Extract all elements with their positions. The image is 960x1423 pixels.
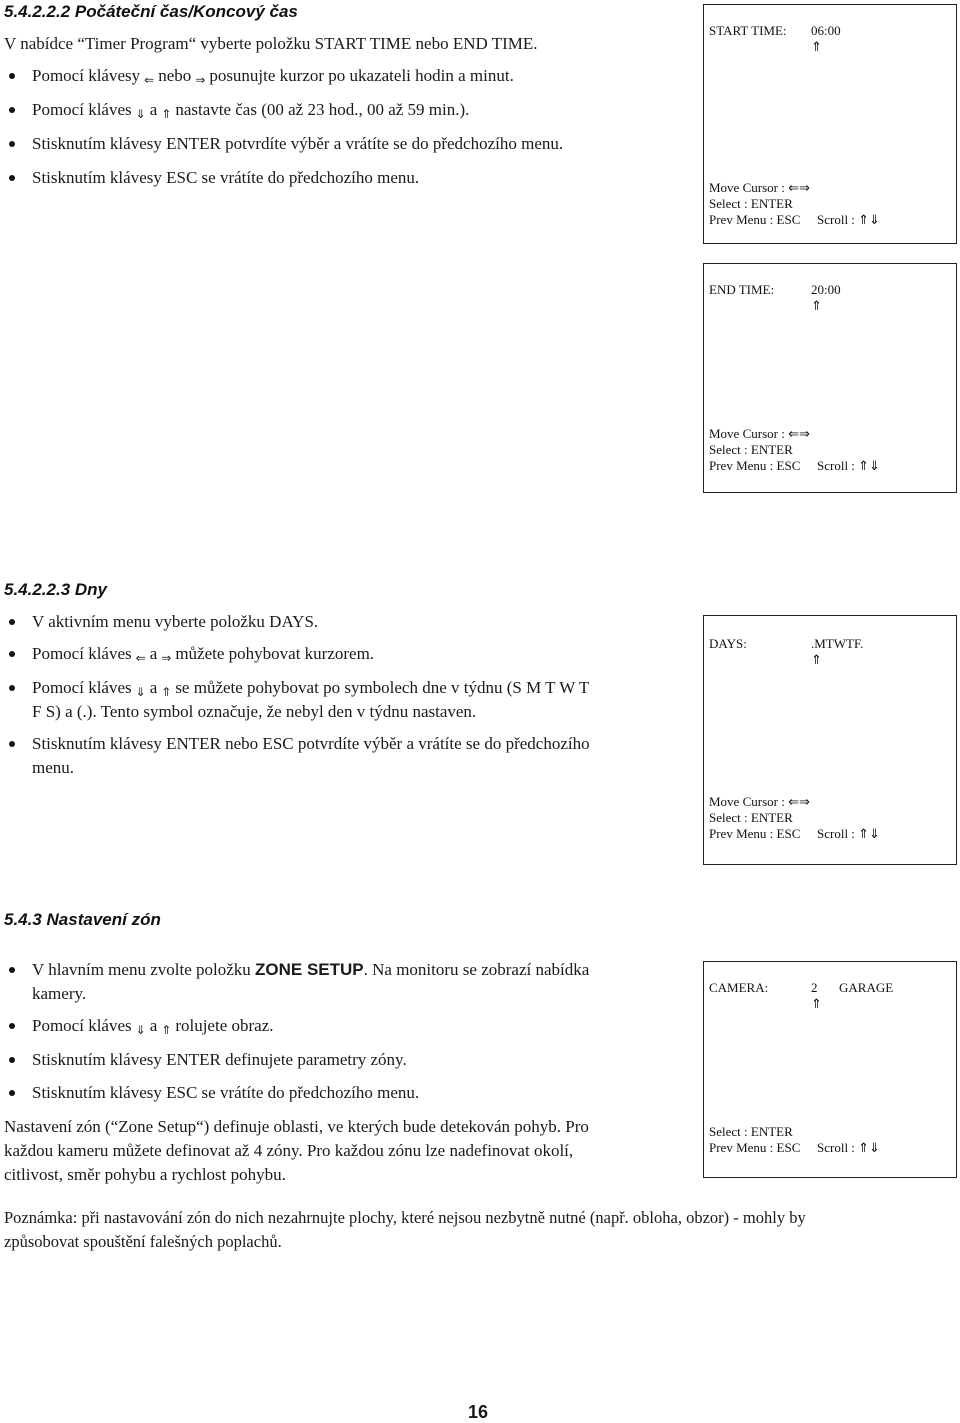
list-item: Stisknutím klávesy ESC se vrátíte do předchozího menu. (4, 1081, 684, 1105)
screen-value: 06:00 (811, 23, 841, 38)
list-item: Stisknutím klávesy ENTER definujete parametry zóny. (4, 1048, 684, 1072)
move-cursor-hint: Move Cursor : ⇐⇒ (709, 180, 810, 195)
page-number: 16 (468, 1402, 489, 1422)
osd-screen-camera (703, 961, 957, 1178)
bullet-icon (9, 1023, 15, 1029)
bullet-icon (9, 73, 15, 79)
camera-number: 2 (811, 980, 818, 995)
osd-screen-start-time (703, 4, 957, 244)
bullet-icon (9, 619, 15, 625)
bullet-icon (9, 685, 15, 691)
prev-menu-hint: Prev Menu : ESC (709, 458, 801, 473)
list-item: Pomocí kláves ⇓ a ⇑ nastavte čas (00 až 23 hod., 00 až 59 min.). (4, 98, 684, 122)
zone-setup-paragraph: Nastavení zón (“Zone Setup“) definuje oblasti, ve kterých bude detekován pohyb. Pro každou kameru můžete definovat až 4 zóny. Pro každou zónu lze nadefinovat okolí, citlivost, směr pohybu a rychlost pohybu. (4, 1117, 589, 1184)
note-paragraph: Poznámka: při nastavování zón do nich nezahrnujte plochy, které nejsou nezbytně nutné (např. obloha, obzor) - mohly by způsobovat spouštění falešných poplachů. (4, 1208, 806, 1251)
list-item: V hlavním menu zvolte položku ZONE SETUP. Na monitoru se zobrazí nabídka kamery. (4, 958, 684, 1006)
right-arrow-icon: ⇒ (161, 651, 172, 665)
screen-value: .MTWTF. (811, 636, 864, 651)
list-item: Stisknutím klávesy ENTER potvrdíte výběr a vrátíte se do předchozího menu. (4, 132, 684, 156)
osd-screen-end-time (703, 263, 957, 493)
cursor-up-icon: ⇑ (811, 39, 822, 54)
osd-screen-days (703, 615, 957, 865)
list-item: Pomocí kláves ⇓ a ⇑ se můžete pohybovat po symbolech dne v týdnu (S M T W T F S) a (.). Tento symbol označuje, že nebyl den v týdnu nastaven. (4, 676, 694, 724)
left-arrow-icon: ⇐ (144, 73, 155, 87)
move-cursor-hint: Move Cursor : ⇐⇒ (709, 426, 810, 441)
list-item: Pomocí kláves ⇓ a ⇑ rolujete obraz. (4, 1014, 684, 1038)
bullet-icon (9, 1057, 15, 1063)
select-hint: Select : ENTER (709, 196, 793, 211)
cursor-up-icon: ⇑ (811, 298, 822, 313)
list-item: V aktivním menu vyberte položku DAYS. (4, 610, 684, 634)
intro-text: V nabídce “Timer Program“ vyberte položku START TIME nebo END TIME. (4, 34, 538, 53)
cursor-up-icon: ⇑ (811, 996, 822, 1011)
select-hint: Select : ENTER (709, 442, 793, 457)
move-cursor-hint: Move Cursor : ⇐⇒ (709, 794, 810, 809)
section-heading-start-end-time: 5.4.2.2.2 Počáteční čas/Koncový čas (4, 2, 298, 21)
list-item: Pomocí klávesy ⇐ nebo ⇒ posunujte kurzor po ukazateli hodin a minut. (4, 64, 684, 88)
bullet-icon (9, 1090, 15, 1096)
prev-menu-hint: Prev Menu : ESC (709, 212, 801, 227)
left-arrow-icon: ⇐ (135, 651, 146, 665)
zone-setup-keyword: ZONE SETUP (255, 960, 364, 979)
screen-label: END TIME: (709, 282, 775, 297)
up-arrow-icon: ⇑ (161, 107, 172, 121)
bullet-icon (9, 741, 15, 747)
list-item: Pomocí kláves ⇐ a ⇒ můžete pohybovat kurzorem. (4, 642, 684, 666)
down-arrow-icon: ⇓ (135, 1023, 146, 1037)
bullet-icon (9, 141, 15, 147)
scroll-hint: Scroll : ⇑⇓ (817, 1140, 880, 1155)
bullet-icon (9, 967, 15, 973)
screen-value: 20:00 (811, 282, 841, 297)
screen-label: CAMERA: (709, 980, 769, 995)
section-heading-days: 5.4.2.2.3 Dny (4, 580, 108, 599)
section-heading-zone-setup: 5.4.3 Nastavení zón (4, 910, 161, 929)
right-arrow-icon: ⇒ (195, 73, 206, 87)
screen-label: DAYS: (709, 636, 747, 651)
select-hint: Select : ENTER (709, 810, 793, 825)
up-arrow-icon: ⇑ (161, 1023, 172, 1037)
scroll-hint: Scroll : ⇑⇓ (817, 826, 880, 841)
prev-menu-hint: Prev Menu : ESC (709, 1140, 801, 1155)
bullet-icon (9, 651, 15, 657)
prev-menu-hint: Prev Menu : ESC (709, 826, 801, 841)
list-item: Stisknutím klávesy ENTER nebo ESC potvrdíte výběr a vrátíte se do předchozího menu. (4, 732, 694, 780)
screen-label: START TIME: (709, 23, 787, 38)
down-arrow-icon: ⇓ (135, 107, 146, 121)
camera-name: GARAGE (839, 980, 894, 995)
cursor-up-icon: ⇑ (811, 652, 822, 667)
up-arrow-icon: ⇑ (161, 685, 172, 699)
bullet-icon (9, 175, 15, 181)
bullet-icon (9, 107, 15, 113)
list-item: Stisknutím klávesy ESC se vrátíte do předchozího menu. (4, 166, 684, 190)
scroll-hint: Scroll : ⇑⇓ (817, 212, 880, 227)
scroll-hint: Scroll : ⇑⇓ (817, 458, 880, 473)
select-hint: Select : ENTER (709, 1124, 793, 1139)
down-arrow-icon: ⇓ (135, 685, 146, 699)
